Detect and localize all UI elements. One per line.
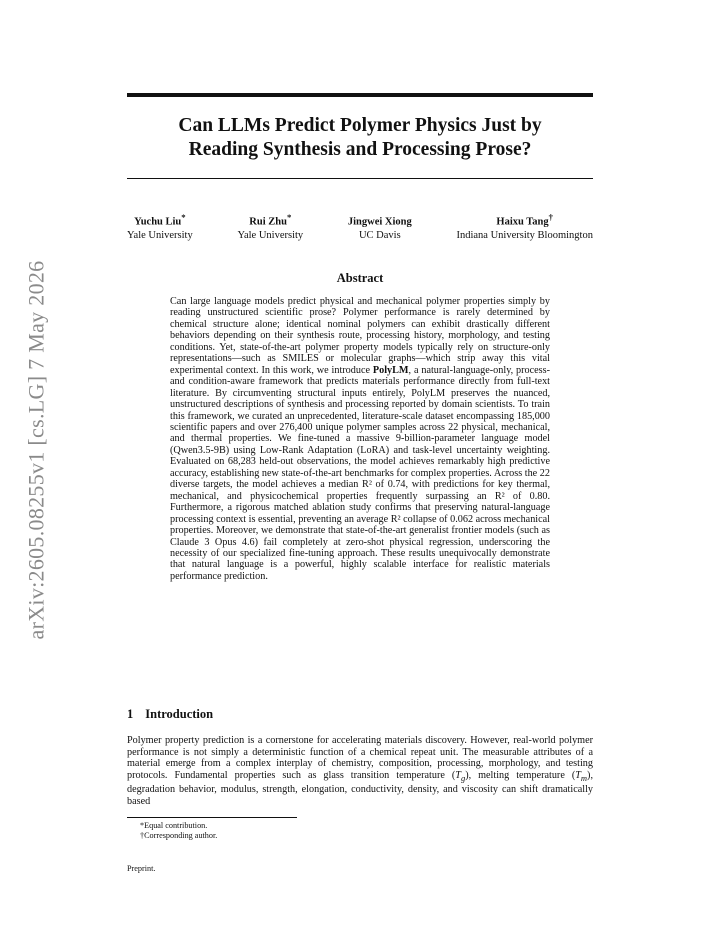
footnotes <box>140 821 217 841</box>
abstract-text: Can large language models predict physical and mechanical polymer properties simply by reading unstructured scientific prose? Polymer performance is rarely determined by chemical structure alone; identical nominal polymers can exhibit drastically different behaviors depending on their synthesis route, processing history, morphology, and testing conditions. Yet, state-of-the-art polymer property models typically rely on structure-only representations—such as SMILES or molecular graphs—which strip away this vital experimental context. In this work, we introduce <box>170 296 550 376</box>
author <box>127 211 193 242</box>
paper-title <box>127 114 593 162</box>
author-name: Rui Zhu <box>249 216 287 228</box>
footnote-rule <box>127 817 297 818</box>
author <box>237 211 303 242</box>
title-line-1: Can LLMs Predict Polymer Physics Just by <box>178 115 542 136</box>
author-affiliation: Yale University <box>127 229 193 241</box>
intro-paragraph <box>127 735 593 807</box>
author <box>456 211 593 242</box>
intro-text: ), melting temperature ( <box>465 769 576 781</box>
symbol-sub: g <box>460 772 466 783</box>
author-mark: * <box>286 212 292 222</box>
author-affiliation: Yale University <box>237 229 304 241</box>
title-line-2: Reading Synthesis and Processing Prose? <box>188 139 532 160</box>
preprint-label: Preprint. <box>127 864 156 873</box>
author-affiliation: Indiana University Bloomington <box>456 229 593 241</box>
section-title: Introduction <box>145 707 214 721</box>
arxiv-stamp <box>16 260 56 640</box>
author-name: Jingwei Xiong <box>347 216 412 228</box>
title-rule <box>127 178 593 179</box>
symbol-sub: m <box>580 772 588 783</box>
top-rule <box>127 93 593 97</box>
footnote: *Equal contribution. <box>140 821 208 830</box>
author-mark: * <box>181 212 186 222</box>
footnote: †Corresponding author. <box>140 831 218 840</box>
author-list <box>127 211 593 242</box>
abstract-text: , a natural-language-only, process- and condition-aware framework that predicts materials performance directly from full-text literature. By circumventing structural inputs entirely, PolyLM preserves the nuanced, unstructured descriptions of synthesis and processing reported by domain scientists. To train this framework, we curated an unprecedented, literature-scale dataset encompassing 185,000 scientific papers and over 276,400 unique polymer samples across 22 physical, mechanical, and thermal properties. We fine-tuned a massive 9-billion-parameter language model (Qwen3.5-9B) using Low-Rank Adaptation (LoRA) and task-level uncertainty weighting. Evaluated on 68,283 held-out observations, the model achieves remarkably high predictive accuracy, establishing new state-of-the-art benchmarks for complex properties. Across the 22 diverse targets, the model achieves a median R² of 0.74, with predictions for key thermal, mechanical, and physicochemical properties frequently surpassing an R² of 0.80. Furthermore, a rigorous matched ablation study confirms that preserving natural-language processing context is essential, preventing an average R² collapse of 0.062 across mechanical properties. Moreover, we demonstrate that state-of-the-art generalist frontier models (such as Claude 3 Opus 4.6) fail completely at zero-shot physical regression, underscoring the necessity of our specialized fine-tuning approach. These results unequivocally demonstrate that natural language is a powerful, highly scalable interface for realistic materials performance prediction. <box>170 364 551 582</box>
author-mark: † <box>548 212 554 222</box>
author-name: Haixu Tang <box>496 216 549 228</box>
section-heading <box>127 707 213 722</box>
author <box>348 211 412 242</box>
abstract-bold-term: PolyLM <box>372 364 409 376</box>
intro-text: ), degradation behavior, modulus, strength, elongation, conductivity, density, and viscosity can shift dramatically based <box>127 769 593 807</box>
author-affiliation: UC Davis <box>358 229 401 241</box>
symbol: T <box>575 769 581 781</box>
author-name: Yuchu Liu <box>134 216 182 228</box>
abstract-heading: Abstract <box>336 271 384 285</box>
arxiv-stamp-text: arXiv:2605.08255v1 [cs.LG] 7 May 2026 <box>23 260 48 640</box>
section-number: 1 <box>127 707 134 721</box>
symbol: T <box>455 769 461 781</box>
intro-text: Polymer property prediction is a cornerstone for accelerating materials discovery. However, real-world polymer performance is not simply a deterministic function of a chemical repeat unit. The measurable attributes of a material emerge from a complex interplay of chemistry, composition, processing, morphology, and testing protocols. Fundamental properties such as glass transition temperature ( <box>127 735 593 781</box>
abstract-body <box>170 296 550 582</box>
